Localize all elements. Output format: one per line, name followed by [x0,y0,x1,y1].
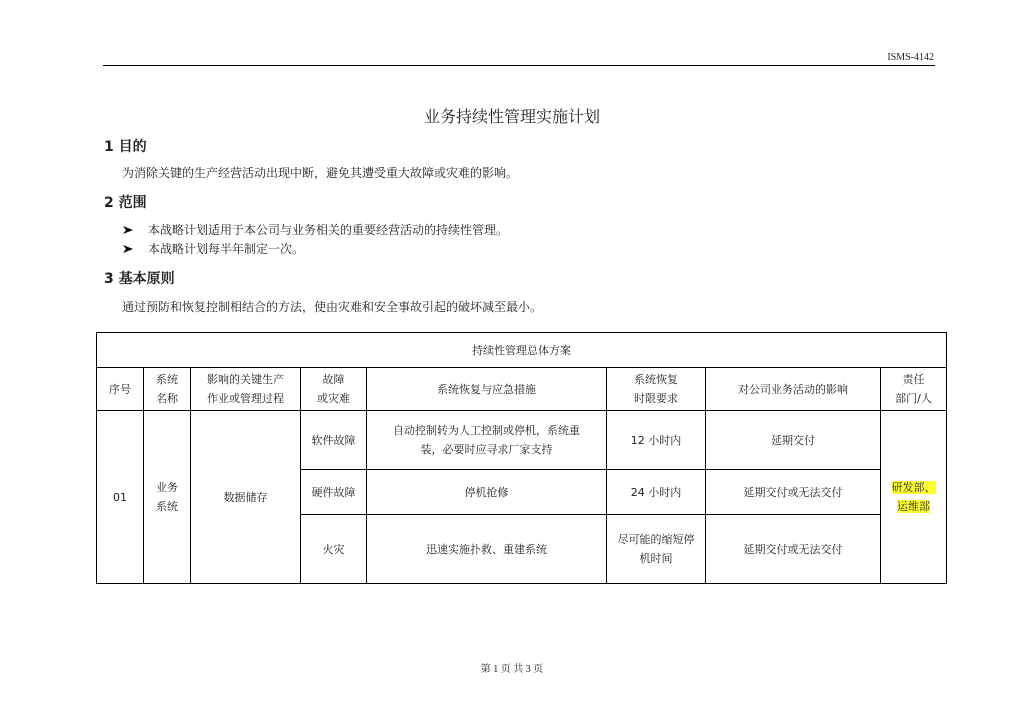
table-caption-row [97,333,947,368]
header-cell: 系统恢复 时限要求 [607,368,706,411]
page-footer: 第 1 页 共 3 页 [480,664,544,675]
process-cell: 数据储存 [191,411,301,584]
row-number-cell: 01 [97,411,144,584]
measure-cell: 迅速实施扑救、重建系统 [367,515,607,584]
continuity-plan-table [96,332,947,584]
header-cell: 影响的关键生产 作业或管理过程 [191,368,301,411]
purpose-text: 为消除关键的生产经营活动出现中断，避免其遭受重大故障或灾难的影响。 [122,166,519,180]
system-name-cell: 业务 系统 [144,411,191,584]
scope-bullet [122,240,304,257]
section-heading-principle: 3 基本原则 [104,271,175,287]
impact-cell: 延期交付或无法交付 [706,515,881,584]
scope-bullet-text: 本战略计划每半年制定一次。 [148,242,305,256]
table-header-row [97,368,947,411]
measure-cell: 自动控制转为人工控制或停机，系统重 装，必要时应寻求厂家支持 [367,411,607,470]
header-cell: 序号 [97,368,144,411]
table-row [97,411,947,470]
time-limit-cell: 24 小时内 [607,470,706,515]
impact-cell: 延期交付或无法交付 [706,470,881,515]
responsible-cell [881,411,947,584]
highlighted-text: 研发部、 [891,481,936,494]
arrow-bullet-icon [122,225,134,235]
scope-bullet-text: 本战略计划适用于本公司与业务相关的重要经营活动的持续性管理。 [148,223,509,237]
fault-cell: 硬件故障 [301,470,367,515]
header-cell: 对公司业务活动的影响 [706,368,881,411]
section-heading-purpose: 1 目的 [104,139,147,155]
highlighted-text: 运维部 [897,500,930,513]
fault-cell: 火灾 [301,515,367,584]
arrow-bullet-icon [122,244,134,254]
time-limit-cell: 12 小时内 [607,411,706,470]
impact-cell: 延期交付 [706,411,881,470]
principle-text: 通过预防和恢复控制相结合的方法，使由灾难和安全事故引起的破坏减至最小。 [122,300,543,314]
header-cell: 责任 部门/人 [881,368,947,411]
section-heading-scope: 2 范围 [104,195,147,211]
time-limit-cell: 尽可能的缩短停 机时间 [607,515,706,584]
document-code: ISMS-4142 [887,52,934,63]
header-cell: 系统 名称 [144,368,191,411]
header-cell: 系统恢复与应急措施 [367,368,607,411]
fault-cell: 软件故障 [301,411,367,470]
measure-cell: 停机抢修 [367,470,607,515]
header-rule [103,65,935,66]
header-cell: 故障 或灾难 [301,368,367,411]
scope-bullet [122,221,508,238]
table-caption: 持续性管理总体方案 [97,333,947,368]
document-title: 业务持续性管理实施计划 [423,107,600,126]
